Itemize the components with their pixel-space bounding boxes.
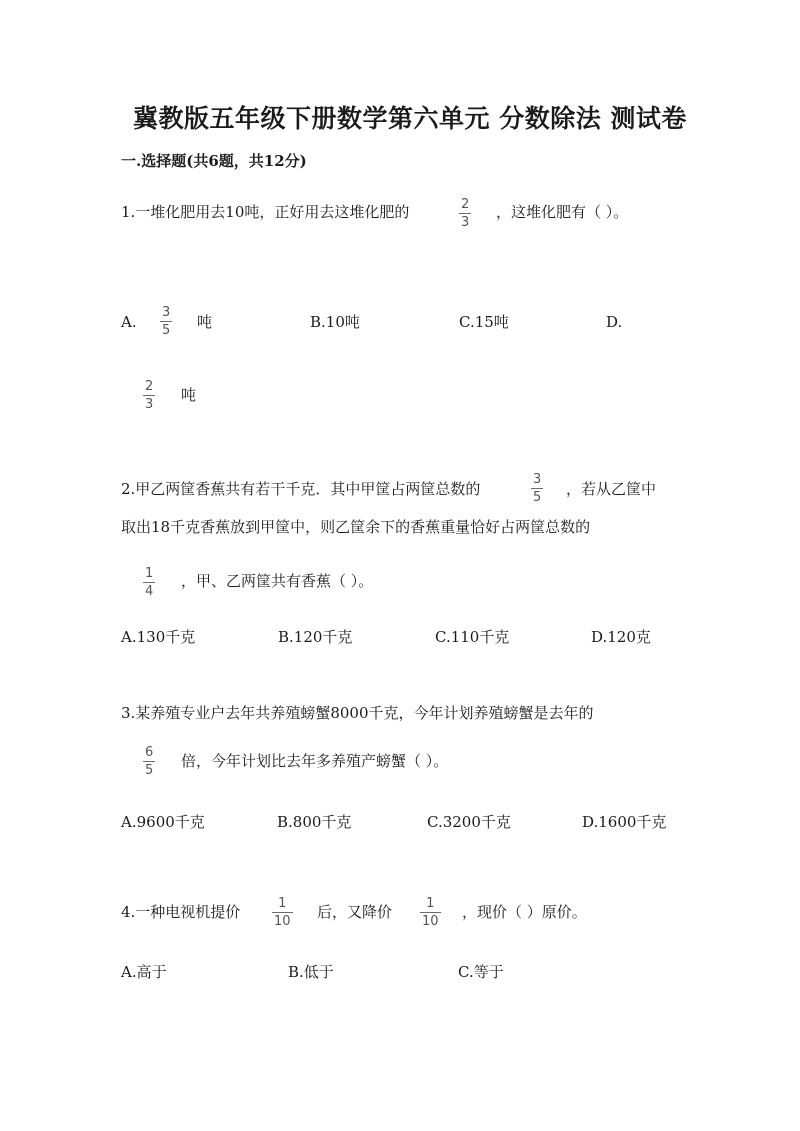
question-3-option-d: D.1600千克 (582, 813, 667, 831)
question-3-fraction (143, 745, 155, 778)
fraction-denominator: 5 (533, 490, 542, 505)
fraction-numerator: 3 (162, 305, 171, 320)
question-2-fraction-2 (143, 566, 155, 599)
fraction-numerator: 2 (145, 379, 154, 394)
question-3-stem-part1: 3.某养殖专业户去年共养殖螃蟹8000千克，今年计划养殖螃蟹是去年的 (121, 704, 594, 722)
fraction-numerator: 2 (461, 197, 470, 212)
fraction-numerator: 1 (278, 896, 287, 911)
question-3-option-a: A.9600千克 (121, 813, 205, 831)
fraction-denominator: 10 (274, 914, 291, 929)
fraction-denominator: 5 (162, 323, 171, 338)
question-2-stem-part2: ，若从乙筐中 (566, 480, 657, 498)
fraction-numerator: 6 (145, 745, 154, 760)
question-4-option-c: C.等于 (458, 963, 504, 981)
fraction-denominator: 5 (145, 763, 154, 778)
question-1-stem-part1: 1.一堆化肥用去10吨，正好用去这堆化肥的 (121, 203, 410, 221)
question-2-fraction-1 (531, 472, 543, 505)
question-3-option-b: B.800千克 (277, 813, 352, 831)
question-1-option-c: C.15吨 (459, 313, 509, 331)
page-title: 冀教版五年级下册数学第六单元 分数除法 测试卷 (133, 104, 687, 133)
fraction-denominator: 4 (145, 584, 154, 599)
question-1-option-a-fraction (160, 305, 172, 338)
fraction-numerator: 1 (145, 566, 154, 581)
question-2-option-b: B.120千克 (278, 628, 353, 646)
question-4-fraction-2 (420, 896, 441, 929)
question-3-stem-line2: 倍，今年计划比去年多养殖产螃蟹（ ）。 (181, 752, 449, 770)
question-4-option-a: A.高于 (121, 963, 167, 981)
question-2-option-d: D.120克 (591, 628, 651, 646)
question-4-stem-part3: ，现价（ ）原价。 (462, 903, 587, 921)
question-4-stem-part2: 后，又降价 (317, 903, 393, 921)
fraction-denominator: 10 (422, 914, 439, 929)
question-1-stem-part2: ，这堆化肥有（ ）。 (496, 203, 629, 221)
question-1-option-b: B.10吨 (310, 313, 360, 331)
question-1-fraction (459, 197, 471, 230)
question-2-stem-line2: 取出18千克香蕉放到甲筐中，则乙筐余下的香蕉重量恰好占两筐总数的 (121, 518, 591, 536)
fraction-denominator: 3 (461, 215, 470, 230)
question-2-stem-line3: ，甲、乙两筐共有香蕉（ ）。 (181, 572, 374, 590)
question-1-option-d-label: D. (606, 313, 623, 331)
question-4-option-b: B.低于 (288, 963, 334, 981)
question-3-option-c: C.3200千克 (427, 813, 511, 831)
question-1-option-a-unit: 吨 (197, 313, 213, 331)
fraction-numerator: 3 (533, 472, 542, 487)
question-1-option-a-label: A. (121, 313, 137, 331)
question-4-fraction-1 (272, 896, 293, 929)
question-2-stem-part1: 2.甲乙两筐香蕉共有若干千克．其中甲筐占两筐总数的 (121, 480, 481, 498)
fraction-denominator: 3 (145, 397, 154, 412)
fraction-numerator: 1 (426, 896, 435, 911)
question-2-option-c: C.110千克 (435, 628, 510, 646)
question-1-option-d-unit: 吨 (181, 386, 197, 404)
question-2-option-a: A.130千克 (121, 628, 196, 646)
question-4-stem-part1: 4.一种电视机提价 (121, 903, 241, 921)
section-header: 一.选择题(共6题，共12分) (121, 152, 307, 170)
question-1-option-d-fraction (143, 379, 155, 412)
